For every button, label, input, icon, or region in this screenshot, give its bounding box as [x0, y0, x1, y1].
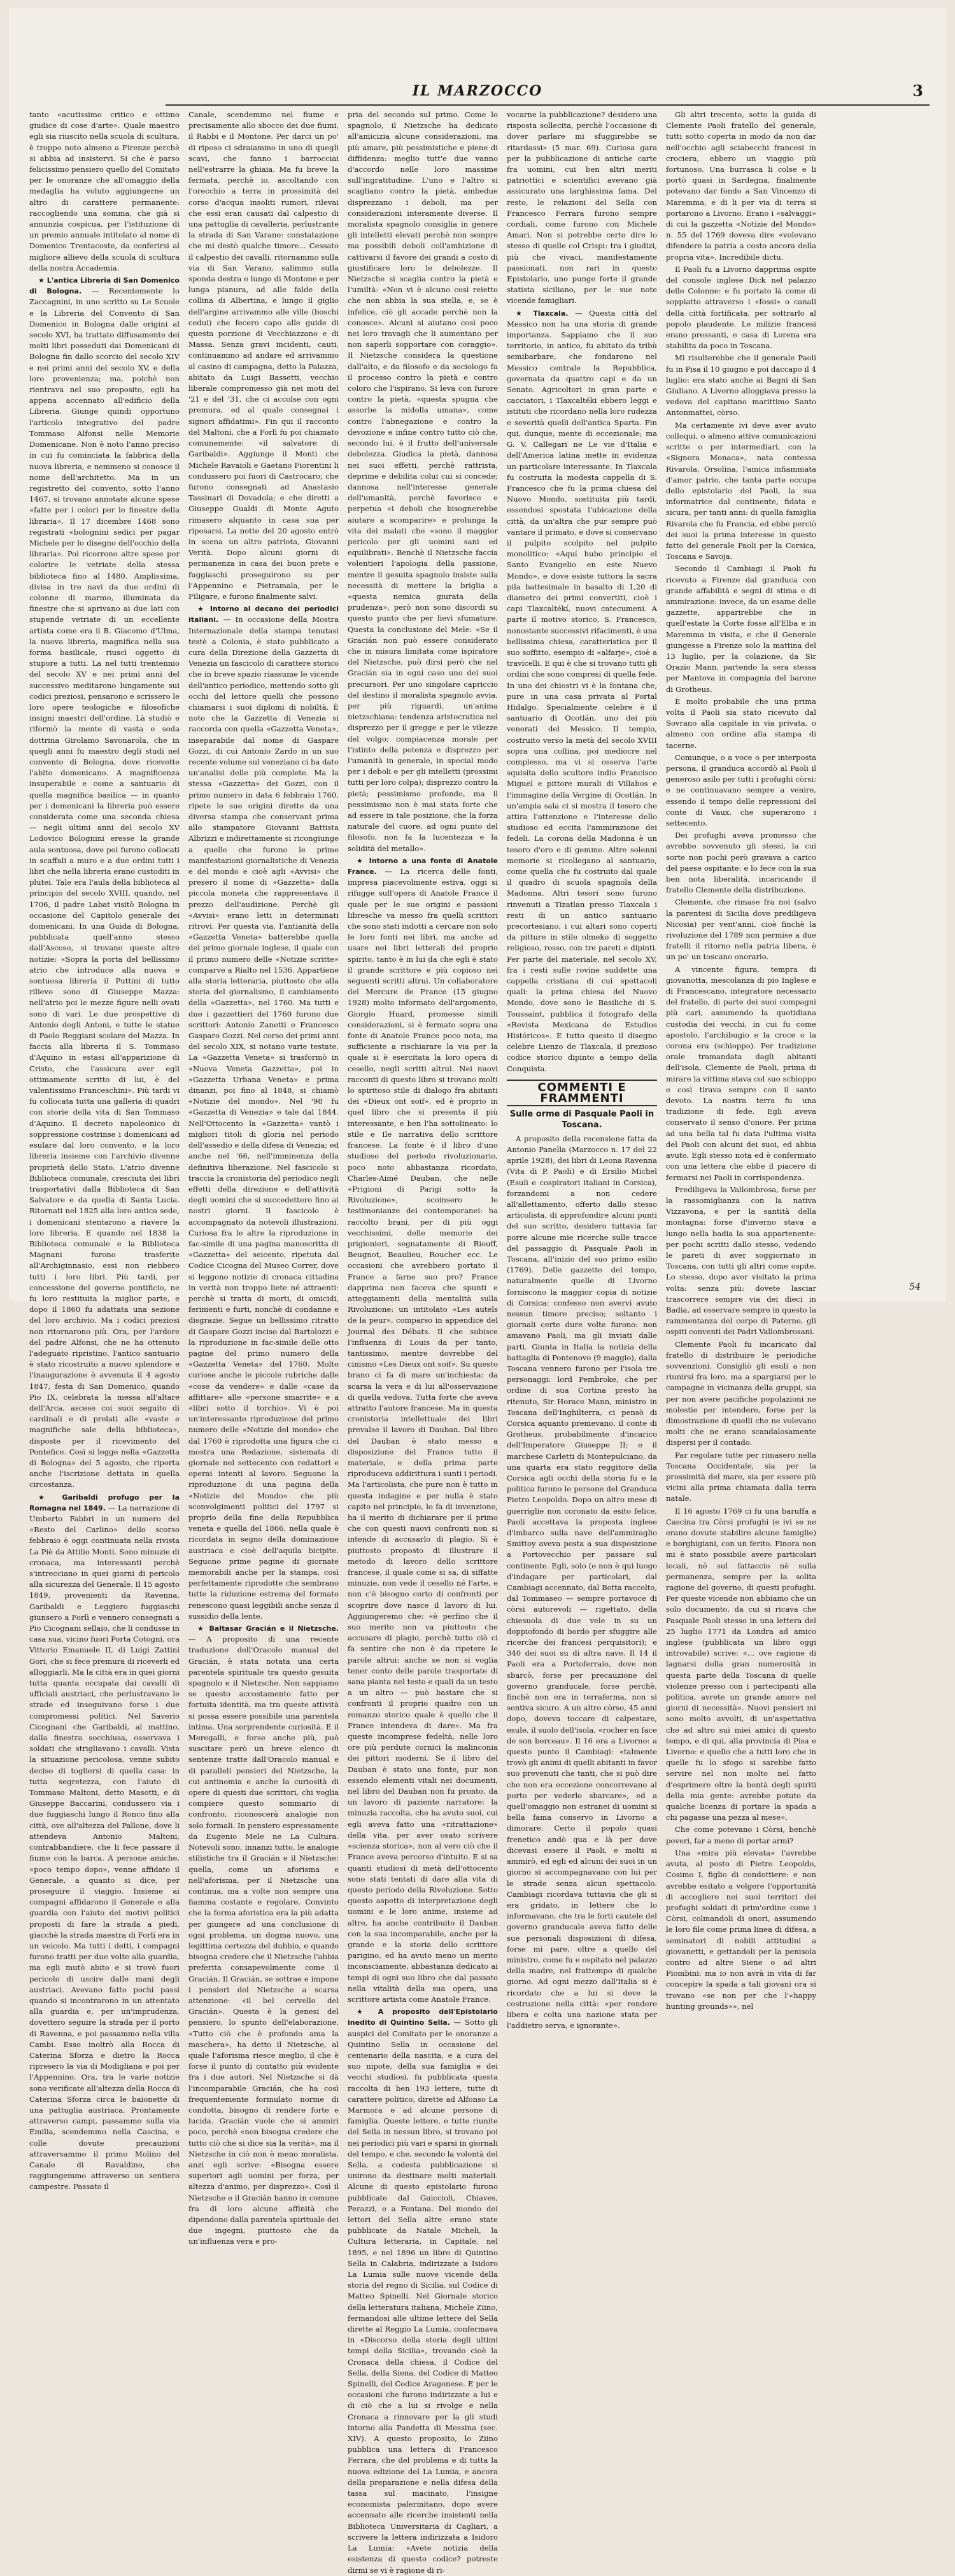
- masthead-title: IL MARZOCCO: [412, 83, 543, 99]
- section-heading: ★ Tlaxcala.: [516, 309, 569, 318]
- header-rule: [166, 104, 930, 106]
- paragraph: A vincente figura, tempra di giovanotta, mescolanza di pio Inglese e di Francescano, integratore necessario del fratello, di parte dei suoi compagni più cari, assumendo la quotidiana custodia dei vecchi, in cui fu come apostolo, l'archibugio e la croce o la corona era (schioppo). Per tradizione orale tramandata dagli abitanti dell'isola, Clemente de Paoli, prima di mirare la vittima stava col suo schioppo e così tirava sempre con il santo devoto. La nostra terra fu una tradizione di fede. Egli aveva conservato il senso d'onore. Per prima ad una bella tal fu data l'ultima visita del Paoli con alcuni dei suoi, ed abbia avuto. Egli stesso nota ed è confermato con una lettera che ebbe il piacere di fermarsi nei Paoli in corrispondenza.: [666, 964, 816, 1182]
- paragraph: Gli altri trecento, sotto la guida di Clemente Paoli fratello del generale, tutti sotto coperta in modo da non dar nell'occhio agli sciabecchi francesi in crociera, ebbero un viaggio più fortunoso. Una burrasca li colse e li portò quasi in Sardegna, finalmente potevano dar fondo a San Vincenzo di Maremma, e di li per via di terra si portarono a Livorno. Erano i «salvaggi» di cui la gazzetta «Notizie del Mondo» n. 55 del 1769 doveva dire «volevano difendere la patria a costo ancora della propria vita», Incredibile dictu.: [666, 110, 816, 262]
- section-heading: ★ Intorno a una fonte di Anatole France.: [348, 856, 498, 876]
- paragraph: — A proposito di una recente traduzione dell'Oracolo manual del Gracián, è stata notata una certa parentela spirituale tra questo gesuita spagnolo e il Nietzsche. Non sappiamo se questo accostamento fatto per fortuita identità, ma tra queste attività si possa essere possibile una parentela intima. Una sorprendente curiosità. E il Meregalli, e forse anche più, può suscitare però un breve elenco di sentenze tratte dall'Oracolo manual e di paralleli pensieri del Nietzsche, la cui antinomia e anche la curiosità di opere di questi due scrittori, chi voglia compiere questo sommario di confronto, riconoscerà analogie non solo formali. In pensiero espressamente da Eugenio Mele ne La Cultura. Notevoli sono, innanzi tutto, le analogie stilistiche tra il Gracián e il Nietzsche: quella, come un aforisma e nell'aforisma, per il Nietzsche una continua, ma a volte non sempre una fiamma costante e regolare. Convinto che la forma aforistica era la più adatta per giungere ad una conclusione di ogni problema, un dogma nuovo, una legittima certezza del dubbio, e quando bisogna credere che il Nietzsche l'abbia preferita consapevolmente come il Gracián. Il Gracián, se sottrae e impone i pensieri del Nietzsche a scarsa attenzione: «il bel cervello del Gracián». Questa è la genesi del pensiero, lo spunto dell'elaborazione. «Tutto ciò che è profondo ama la maschera», ha detto il Nietzsche, al quale l'aforisma riesce meglio, il che è forse il punto di contatto più evidente fra i due autori. Nel Nietzsche si dà l'incomparabile Gracián, che ha così frequentemente formulato norme di condotta, bisogno di rendere forte e lucida. Gracián vuole che si ammiri poco, perchè «non bisogna credere che tutto ciò che si dice sia la verità», ma il Nietzsche in ciò non è meno moralista, anzi egli scrive: «Bisogna essere superiori agli uomini per forza, per altezza d'animo, per disprezzo». Così il Nietzsche e il Gracián hanno in comune fra di loro alcune affinità che dipendono dalla parentela spirituale dei due ingegni, piuttosto che da un'influenza vera e pro-: [188, 1635, 339, 2246]
- article-title: Sulle orme di Pasquale Paoli in Toscana.: [509, 1109, 654, 1130]
- paragraph: tanto «acutissimo critico e ottimo giudice di cose d'arte». Quale maestro egli sia riuscito nella scuola di scultura, è troppo noto almeno a Firenze perchè si abbia ad insistervi. Si che è parso felicissimo pensiero quello del Comitato per le onoranze che all'omaggio della medaglia ha voluto aggiungerne un altro di carattere permanente: raccogliendo una somma, che già si annunzia cospicua, per l'istituzione di un premio annuale intitolato al nome di Domenico Trentacoste, da conferirsi al migliore allievo della scuola di scultura della nostra Accademia.: [29, 110, 180, 272]
- paragraph: pria del secondo sul primo. Come lo spagnolo, il Nietzsche ha dedicato all'amicizia alcune considerazioni, ma più amare, più pessimistiche e piene di diffidenza: meglio tutt'e due vanno d'accordo nelle loro massime sull'ingratitudine. L'uno e l'altro si scagliano contro la pietà, ambedue disprezzano i deboli, ma per considerazioni interamente diverse. Il moralista spagnolo consiglia in genere gli intelletti elevati perchè non sempre ma possibili deboli coll'ambizione di cattivarsi il favore dei grandi a costo di giustificare loro le debolezze. Il Nietzsche si scaglia contro la pietà e l'umiltà: «Non vi è alcuno così reietto che non abbia la sua stella, e, se è infelice, ciò gli accade perchè non la conosce». Alcuni si aiutano così poco nei loro travagli che li aumentano per non saperli sopportare con coraggio». Il Nietzsche considera la questione dall'alto, e da filosofo e da sociologo fa il processo contro la pietà e contro coloro che l'ispirano. Si leva con furore contro la pietà, «questa spugna che assorbe la midolla umana», come contro l'abnegazione e contro la devozione e infine contro tutto ciò che, secondo lui, è il frutto dell'universale debolezza. Giudica la pietà, dannosa nei suoi effetti, perchè rattrista, deprime e debilita colui cui si concede; dannosa nell'interesse generale dell'umanità, perchè favorisce e perpetua «i deboli che bisognerebbe aiutare a scomparire» e prolunga la vita dei malati che «sono il maggior pericolo per gli uomini sani ed equilibrati». Benchè il Nietzsche faccia volentieri l'apologia della passione, mentre il gesuita spagnolo insiste sulla necessità di mettere la briglia a «questa nemica giurata della prudenza», però non sono discordi su questo punto che per lievi sfumature. Questa la conclusione del Mele: «Se il Gracián non può essere considerato che in misura limitata come ispiratore del Nietzsche, può dirsi però che nel Gracián sia in ogni caso uno dei suoi precursori. Per uno singolare capriccio del destino il moralista spagnolo avvia, per più riguardi, un'anima nietzschiana: tendenza aristocratica nel disprezzo per il gregge e per le vilezze del volgo; compiacenza morale per l'istinto della potenza e disprezzo per l'umanità in generale, in special modo per i deboli e per gli intelletti (prossimi tutti per loro colpa); disprezzo contro la pietà; pessimismo profondo, ma il pessimismo non è mai stata forte che ad essere in tale posizione, che la forza naturale del cuore, ad ogni punto del filosofo, non fa la lucentezza e la solidità del metallo».: [348, 110, 498, 853]
- paragraph: Che come potevano i Còrsi, benchè poveri, far a meno di portar armi?: [666, 1825, 816, 1845]
- paragraph: Il 16 agosto 1769 ci fu una baruffa a Cascina tra Còrsi profughi (e ivi se ne erano dovute stabilire alcune famiglie) e borghigiani, con un ferito. Finora non mi è stato possibile avere particolari locali, nè sul fattaccio nè sulla permanenza, sempre per la solita ragione del governo, di questi profughi. Per queste vicende non abbiamo che un solo documento, da cui si ricava che Pasquale Paoli stesso in una lettera del 25 luglio 1771 da Londra ad amico inglese (pubblicata un libro oggi introvabile) scrive: «... ove ragione di lagnarsi della gran numerosità in questa parte della Toscana di quelle violenze presso con i partecipanti alla politica, avrete un grande amore nel giorni di necessità». Nuovi pensieri mi sono molto avvolti, di un'aspettativa che ad altro sui miei amici di questo tempo, e di qui, alla provincia di Pisa e Livorno: e quello che a tutti loro che in quelle fu lo sfogo si sarebbe fatto servire nel non molto nel fatto d'esprimere oltre la bontà degli spiriti della mia gente: avrebbe potuto da qualche licenza di portare la spada a chi pagasse una pezza al mese».: [666, 1506, 816, 1822]
- paragraph: — La ricerca delle fonti, impresa piacevolmente estiva, oggi si rifugge sull'opera di Anatole France il quale per le sue origini e passioni libresche va messo fra quelli scrittori che sono stati indotti a cercare non solo le loro fonti nei libri, ma anche ad usare nei libri letterali del proprio spirito, tanto è in lui da che egli è stato il grande scrittore e più copioso nei seguenti scritti altrui. Un collaboratore del Mercure de France (15 giugno 1928) molto informato dell'argomento, Giorgio Huard, promesse simili considerazioni, si è fermato sopra una fonte di Anatole France poco nota, ma sufficiente a rischiarare la via per la quale si è esercitata la loro opera di cesello, negli scritti altrui. Nei nuovi racconti di questo libro si trovano molti lo spiritoso stile di dialogo fra abitanti dei «Dieux ont soif», ed è proprio in quel libro che si presenta il più interessante, e ben l'ha sottolineato: lo stile e Ile narrativa dello scrittore francese. La fonte è il libro d'uno studioso del periodo rivoluzionario, poco noto abbastanza ricordato, Charles-Aimé Dauban, che nelle «Prigioni di Parigi sotto la Rivoluzione», scoinsero le testimonianze dei contemporanei: ha raccolto brani, per di più oggi vecchissimi, delle memorie dei prigionieri, segnatamente di Riouff, Beugnot, Beaulieu, Roucher ecc. Le occasioni che avrebbero portato il France a farne suo pro? France dapprima non faceva che spunti e atteggiamenti della mentalità sulla Rivoluzione: un intitolato «Les autels de la peur», comparso in appendice del Journal des Débats. Il che subisce l'influenza di Louis da per tanto, tantissimo, mentre dovrebbe del cinismo «Les Dieux ont soif». Su questo brano ci fa di mare un'inchiesta: da scarsa la vera e di lui all'osservazione di quella vedova. Tutta forte che aveva attratto l'autore francese. Ma in questa cronistoria intellettuale dei libri prevalse il lavoro di Dauban. Dal libro del Dauban è stato messo a disposizione del France tutto il materiale, e della prima parte riproduceva addirittura i sunti i periodi. Ma l'articolista, che pure non è tutto in questa indagine e per nulla è stato capito nel principio, lo fa di invenzione, ha il merito di dichiarare per il primo che con questi nuovi confronti non si intende di accusarlo di plagio. Sì è piuttosto proposto di illustrare il metodo di lavoro dello scrittore francese, il quale come si sa, di siffatte minuzie, non vede il cesello né l'arte, e non c'è bisogno certo di confronti per scoprire dove nasce il lavoro di lui. Aggiungeremo che: «è perfino che il suo merito non va piuttosto che accusare di plagio, perchè tutto ciò ci fa sentire che non è da ripetere le parole altrui: anche se non si voglia tener conto delle parole trasportate di sana pianta nel testo e quali da un testo a un altro — può bastare che si confronti il proprio quadro con un romanzo storico quale è quello che il France intendeva di dare». Ma fra queste incomprese fedeltà, nelle loro ore più perdute cornici la malinconia dei pittori moderni. Se il libro del Dauban è stato una fonte, pur non essendo elementi vitali nei documenti, nel libro del Dauban non fu pronto, da un lavoro di paziente narratore: la minuzia raccolta, che ha avuto suoi, cui egli aveva fatto una «ritrattazione» della vita, per aver osato scrivere «scienza storica», non al vero ciò che il France aveva percorso d'intuito. E si sa quanti studiosi di metà dell'ottocento sono stati tentati di dare alla vita di questo periodo della Rivoluzione. Sotto questo aspetto di interpretazione degli uomini e le loro anime, insieme ad altre, ha anche contribuito il Dauban con la sua incomparabile, anche per la grande e la storia dello scrittore parigino, ed ha avuto meno un merito inconsciamente, abbastanza dedicato ai tempi di ogni suo libro che dal passato nella vitalità della sua opera, una scrittore artista come Anatole France.: [348, 867, 498, 2004]
- paragraph: È molto probabile che una prima volta il Paoli sia stato ricevuto dal Sovrano alla capitale in via privata, o almeno con ordine alla stampa di tacerne.: [666, 696, 816, 750]
- column-3: [348, 109, 498, 2575]
- section-title-commenti: COMMENTI E FRAMMENTI: [507, 1080, 657, 1106]
- page-number: 3: [912, 81, 923, 100]
- page-header: [9, 83, 946, 104]
- section-heading: ★ Garibaldi profugo per la Romagna nel 1849.: [29, 1493, 180, 1512]
- paragraph: Par regolare tutte per rimasero nella Toscana Occidentale, sia per la prossimità del mare, sia per essere più vicini alla prima chiamata dalla terra natale.: [666, 1450, 816, 1503]
- paragraph: Canale, scendemmo nel fiume e precisamente allo sbocco dei due fiumi, il Rabbi e il Montone. Per darci un po' di riposo ci sdraiammo in uno di quegli scavi, che fanno i barrocciai nell'estrarre la ghiaia. Ma fu breve la fermata, perchè io, ascoltando con l'orecchio a terra in prossimità del corso d'acqua insoliti rumori, rilevai che essi eran causati dal calpestio di una pattuglia di cavalleria, perlustrante la strada di San Varano: constatazione che mi destò qualche timore... Cessato il calpestio dei cavalli, ritornammo sulla via di San Varano, salimmo sulla sponda destra e lungo di Montone e per lunga pianura, ad alle falde della collina di Albertina, e lungo il giglio dell'argine arrivammo alle ville (boschi cedui) che fecero capo alle guide di questa porzione di Vecchiazzano e di Massa. Senza gravi incidenti, cauti, continuammo ad andare ed arrivammo al casino di campagna, detto la Palazza, abitato da Luigi Bassetti, vecchio liberale compromesso già nei moti del '21 e del '31, che ci accolse con ogni premura, ed al quale consegnai i signori affidatimi». Fin qui il racconto del Maltoni, che a Forlì fu poi chiamato comunemente: «il salvatore di Garibaldi». Aggiunge il Monti che Michele Ravaioli e Gaetano Fiorentini li condussero poi fuori di Castrocaro; che furono consegnati ad Anastasio Tassinari di Dovadola; e che diretti a Giuseppe Gualdi di Monte Aguto rimasero alquanto in casa sua per riposarsi. La notte del 20 agosto entrò in scena un altro patriota, Giovanni Verità. Dopo alcuni giorni di permanenza in casa dei buon prete e fuggiaschi proseguirono su per l'Appennino e Pietramala, per le Filigare, e furono finalmente salvi.: [188, 110, 339, 601]
- paragraph: — Sotto gli auspici del Comitato per le onoranze a Quintino Sella in occasione del centenario della nascita, e a cura del suo nipote, della sua famiglia e dei vecchi studiosi, fu pubblicata questa raccolta di ben 193 lettere, tutte di carattere politico, dirette ad Alfonso La Marmora e ad alcune persone di famiglia. Queste lettere, e tutte riunite del Sella in nessun libro, si trovano poi nei periodici più vari e sparsi in giornali del tempo, e che, secondo la volontà del Sella, a codesta pubblicazione si unirono da destinare molti materiali. Alcune di questo epistolario furono pubblicate dal Guiccioli, Chiaves, Perazzi, e a Fontana. Del mondo dei lettori del Sella altre erano state pubblicate da Natale Micheli, la Cultura letteraria, in Capitale, nel 1895, e nel 1896 un libro di Quintino Sella in Calabria, indirizzate a Isidoro La Lumia sulle nuove vicende della storia del regno di Sicilia, sul Codice di Matteo Spinelli. Nel Giornale storico della letteratura italiana, Michele Ziino, fermandosi alle ultime lettere del Sella dirette al Reggio La Lumia, confermava in «Discorso della storia degli ultimi tempi della Sicilia», trovando cioè la Cronaca della chiesa, il Codice del Sella, della Siena, del Codice di Matteo Spinelli, del Codice Aragonese. E per le occasioni che furono indirizzate a lui e di ciò che a lui si rivolge e nella Cronaca a rinnovare per la gli studi intorno alla Pandetta di Messina (sec. XIV). A questo proposito, lo Ziino pubblica una lettera di Francesco Ferrara, che del problema e di tutta la nuova edizione del La Lumia, e ancora della preparazione e nella difesa della tassa sul macinato, l'insigne economista palermitano, dopo avere accennato alle ricerche insistenti nella Biblioteca Universitaria di Cagliari, a scrivere la lettera indirizzata a Isidoro La Lumia: «Avete notizia della esistenza di questo codice? potreste dirmi se vi è ragione di ri-: [348, 2018, 498, 2575]
- section-heading: ★ A proposito dell'Epistolario inedito di Quintino Sella.: [348, 2008, 498, 2027]
- column-2: [188, 109, 339, 2246]
- paragraph: Dei profughi aveva promesso che avrebbe sovvenuto gli stessi, la cui sorte non pochi però gravava a carico del paese ospitante: e lo fece con la sua ben nota liberalità, incaricando il fratello Clemente della distribuzione.: [666, 831, 816, 895]
- paragraph: Il Paoli fu a Livorno dapprima ospite del console inglese Dick nel palazzo delle Colonne: e fu portato là come di soppiatto attraverso i «fossi» o canali della città fortificata, per sottrarlo al popolo plaudente. Le milizie francesi erano pressanti, e casa di Lorena era stabilita da poco in Toscana.: [666, 264, 816, 351]
- section-heading: ★ Intorno al decano dei periodici italiani.: [188, 605, 339, 624]
- page-footer-mark: 54: [909, 1282, 921, 1292]
- column-4: [507, 109, 658, 2031]
- paragraph: Prediligeva la Vallombrosa, forse per la rassomiglianza con la nativa Vizzavona, e per la santità della montagna: forse d'inverno stava a lungo nella badia la sua appartenente: per pochi scritti dallo stesso, vedendo le pareti di aver soggiornato in Toscana, con tutti gli altri come ospite. Lo stesso, dopo aver visitato la prima volta: senza più: dovete lasciar trascorrere sempre via dei dieci in Badia, ad osservare sempre in questo la rammentanza del corpo di Paterno, gli ospiti conventi dei Padri Vallombrosani.: [666, 1185, 816, 1337]
- paragraph: — Questa città del Messico non ha una storia di grande importanza. Sappiamo che il suo territorio, in antico, fu abitato da tribù semibarbare, che fondarono nel Messico centrale la Repubblica, governata da quattro capi e da un Senato. Agricoltori in gran parte e cacciatori, i Tlaxcaltéki ebbero leggi e istituti che ricordano nella loro rudezza e severità quelli dell'antica Sparta. Fin qui, dunque, mente di eccezionale; ma G. V. Callegari ne Le vie d'Italia e dell'America latina mette in evidenza un particolare interessante. In Tlaxcala fu costruita la modesta cappella di S. Francesco che fu la prima chiesa del Nuovo Mondo, sostituita più tardi, essendosi spostata l'ubicazione della città, da un'altra che pur sempre può vantare il primato, e dove si conservano il pulpito scolpito nel pulpito monolitico: «Aquí hubo principio el Santo Evangelio en este Nuevo Mondo», e dove esiste tuttora la sacra pila battesimale in basalto di 1,20 di diametro dei primi convertiti, cioè i capi Tlaxcaltékí, nuovi catecumeni. A parte il motivo storico, S. Francesco, nonostante successivi rifacimenti, è una bellissima chiesa, caratteristica per il suo soffitto, esempio di «alfarje», cioè a travicelli. E qui è che si trovano tutti gli ordini che sono compresi di quella fede. In uno dei chiostri vi è la fontana che, pure in una casa privata al Portal Hidalgo. Specialmente celebre è il santuario di Ocotlán, uno dei più venerati del Messico. Il tempio, costruito verso la metà del secolo XVIII sopra una collina, poi mediocre nel complesso, ma vi si osserva l'arte squisita dello scultore indio Francisco Miguel e pittore murali di Villabos e l'immagine della Vergine di Ocotlán. In un'ampia sala ci si mostra il tesoro che attira l'attenzione e l'interesse dello studioso ed eccita l'ammirazione dei fedeli. La corona della Madonna è un tesoro d'oro e di gemme. Altre solenni memorie si ricollegano al santuario, come quella che fu costruito dal quale il quadro di scuola spagnola della Madonna. Altri tesori sono furono rinvenuti a Tizatlan presso Tlaxcala i resti di un antico santuario precortesiano, i cui altari sono coperti da pitture in stile olmeko di soggetto religioso, rosso, con tre pareti e dipinti. Per parte del materiale, nel secolo XV, fra i resti sulle rovine suddette una cappella cristiana di cui spettacoli quali: la prima chiesa del Nuovo Mondo, dove sono le Basiliche di S. Toussaint, pubblica il fotografo della «Revista Mexicana de Estudios Históricos». E tutto questo il disegno celebre Lienzo de Tlaxcala, il prezioso codice storico dipinto a tempo della Conquista.: [507, 308, 658, 1073]
- paragraph: Ma certamente ivi deve aver avuto colloqui, o almeno attive comunicazioni scritte o per intermediari, con la «Signora Monaca», nata contessa Rivarola, Orsolina, l'amica infiammata d'amor patrio, che tanta parte occupa dello epistolario del Paoli, la sua informatrice dal continente, fidata e sicura, per tanti anni: di quella famiglia Rivarola che fu Francia, ed ebbe perciò dei suoi la prima interesse in questo fatto del generale Paoli per la Corsica, Toscana e Savoja.: [666, 420, 816, 561]
- paragraph: Clemente Paoli fu incaricato dal fratello di distribuire le periodiche sovvenzioni. Consigliò gli esuli a non riunirsi fra loro, ma a spargiarsi per le campagne in vicinanza della gruppi, sia per non avere pacifiche popolazioni ne molestie per intendere, forse per la dimostrazione di quelli che ne volevano molti che ne erano scandalosamente dispersi per il contado.: [666, 1339, 816, 1447]
- paragraph: — Recentemente lo Zaccagnini, in uno scritto su Le Scuole e la Libreria del Convento di San Domenico in Bologna dalle origini al secolo XVI, ha trattato diffusamente dei molti libri posseduti dai Domenicani di Bologna fin dallo scorcio del secolo XIV e nei primi anni del secolo XV, e della loro provenienza; ma, poichè non rientrava nel suo proposito, egli ha appena accennato all'edificio della Libreria. Giunge quindi opportuno l'articolo integrativo del padre Tommaso Alfonsi nelle Memorie Domenicane. Non è noto l'anno preciso in cui fu cominciata la fabbrica della nuova libreria, e nemmeno si conosce il nome dell'architetto. Ma in un registretto del convento, sotto l'anno 1467, si trovano annotate alcune spese «fatte per i colori per le finestre della libraria». Il 17 dicembre 1468 sono registrati «bolognini sedici per pagar Michele per lo disegno dell'occhio della libraria». Poi ricorrono altre spese per colorire le vetriate della stessa biblioteca fino al 1480. Amplissima, divisa in tre navi da due ordini di colonne di marmo, illuminata da finestre che si aprivano ai due lati con stupende vetriate di un eccellente artista come era il B. Giacomo d'Ulma, la nuova libreria, magnifica nella sua forma basilicale, riuscì oggetto di stupore a tutti. La nel tutti trentennio del secolo XV e nei primi anni del successivo meditarono lungamente sui codici preziosi, pensarono e scrissero le loro opere teologiche e filosofiche insigni maestri dell'ordine. Là studiò e riformò la mente di vasta e soda dottrina Girolamo Savonarola, che in quegli anni fu maestro degli studi nel convento di Bologna, dove ricevette l'abito domenicano. A magnificenza insuperabile e come a santuario di quella magnifica basilica — in quanto per i domenicani la libreria può essere considerata come una seconda chiesa — negli ultimi anni del secolo XV Lodovico Bolognini eresse la grande aula sontuosa, dove poi furono collocati in scaffali a muro e a due ordini tutti i libri che nella libreria erano custoditi in plutei. Tale era l'aula della biblioteca al principio del secolo XVIII, quando, nel 1706, il padre Labat visitò Bologna in occasione del Capitolo generale dei domenicani. In una Guida di Bologna, pubblicata quell'anno stesso dall'Ascoso, si trovano queste altre notizie: «Sopra la porta del bellissimo atrio che introduce alla nuova e sontuosa libreria il Puttini di tutto rilievo sono di Giuseppe Mazza: nell'atrio poi le mezze figure nelli ovati sono di vari. Le due prospettive di Antonio degli Antoni, e tutte le statue di Paolo Reggiani scolare del Mazza. In faccia alla libreria il S. Tommaso d'Aquino in estasi all'apparizione di Cristo, che l'assicura aver egli ottimamente scritto di lui, è del valentissimo Franceschini». Più tardi vi fu collocata tutta una galleria di quadri con storie della vita di San Tommaso d'Aquino. Il decreto napoleonico di soppressione costrinse i domenicani ad esulare dal loro convento, e la loro libreria insieme con l'archivio divenne proprietà dello Stato. L'atrio divenne Biblioteca comunale, cresciuta dei libri trasportativi dalla Biblioteca di San Salvatore e da quella di Santa Lucia. Ritornati nel 1825 alla loro antica sede, i domenicani stentarono a riavere la loro libreria. E quando nel 1838 la Biblioteca comunale e la Biblioteca Magnani furono trasferite all'Archiginnasio, essi non riebbero tutti i loro libri. Più tardi, per concessione del governo pontificio, ne fu loro restituita la miglior parte, e dopo il 1860 fu adattata una sezione del loro archivio. Ma i codici preziosi non ritornarono più. Ora, per l'ardore del padre Alfonsi, che ne ha ottenuto l'adeguato ripristino, l'antico santuario è stato ricostruito a nuovo splendore e l'inaugurazione è avvenuta il 4 agosto 1847, festa di San Domenico, quando Pio IX, celebrata la messa all'altare dell'Arca, ascese coi suoi seguito di cardinali e di prelati alle «vaste e magnifiche sale della biblioteca», disposte per il ricevimento del Pontefice. Così si legge nella «Gazzetta di Bologna» del 5 agosto, che riporta anche l'iscrizione dettata in quella circostanza.: [29, 286, 180, 1489]
- paragraph: — In occasione della Mostra Internazionale della stampa tenutasi testè a Colonia, è stato pubblicato a cura della Direzione della Gazzetta di Venezia un fascicolo di carattere storico che in breve spazio riassume le vicende dell'antico periodico, mettendo sotto gli occhi del lettore quelli che possono chiamarsi i suoi diplomi di nobiltà. È noto che la Gazzetta di Venezia si raccorda con quella «Gazzetta Veneta», inseparabile dal nome di Gaspare Gozzi, di cui Antonio Zardo in un suo recente volume sul veneziano ci ha dato un'analisi delle più complete. Ma la stessa «Gazzetta» dei Gozzi, con il primo numero in data 6 febbraio 1760, ripete le sue origini dirette da una diversa stampa che conservant prima allo stampatore Giovanni Battista Albrizzi e indirettamente si ricongiunge a quelle che furono le prime manifestazioni giornalistiche di Venezia e del mondo e cioè agli «Avvisi» che presero il nome di «Gazzetta» dalla piccola moneta che rappresentava il prezzo dell'audizione. Perchè gli «Avvisi» erano letti in determinati ritrovi. Per questa via, l'antianità della «Gazzetta Veneta» batterebbe quella del primo giornale inglese, il quale con il primo numero delle «Notizie scritte» comparve a Rialto nel 1536. Appartiene alla storia letteraria, piuttosto che alla storia del giornalismo, il cambiamento della «Gazzetta», nel 1760. Ma tutti e due i gazzettieri del 1760 furono due scrittori: Antonio Zanetti e Francesco Gasparo Gozzi. Nel corso dei primi anni del secolo XIX, si notano varie testate. La «Gazzetta Veneta» si trasformò in «Nuova Veneta Gazzetta», poi in «Gazzetta Urbana Veneta» e prima dinanzi, poi fino al 1848, si chiamò «Notizie del mondo». Nel '98 fu «Gazzetta di Venezia» e tale dal 1844. Nell'Ottocento la «Gazzetta» vantò i migliori titoli di gloria nel periodo dell'assedio e della difesa di Venezia; ed anche nel '66, nell'imminenza della definitiva liberazione. Nel fascicolo si traccia la cronistoria del periodico negli effetti della direzione e dell'attività degli uomini che si succedettero fino ai nostri giorni. Il fascicolo è accompagnato da notevoli illustrazioni. Curiosa fra le altre la riproduzione in fac-simile di una pagina manoscritta di «Gazzetta» del seicento, ripetuta dal Codice Cicogna del Museo Correr, dove si leggono notizie di cronaca cittadina in verità non troppo liete né attraenti: perchè si tratta di morti, di omicidi, ferimenti e furti, nonchè di condanne e disgrazie. Segue un bellissimo ritratto di Gaspare Gozzi inciso dal Bartolozzi e la riproduzione in fac-simile delle otto pagine del primo numero della «Gazzetta Veneta» del 1760. Molto curiose anche le piccole rubriche dalle «cose da vendere» e dalle «case da affittare» alle «persone smarrite» e a «libri sotto il torchio». Vi è poi un'interessante riproduzione del primo numero delle «Notizie del mondo» che dal 1760 è riprodotta una figura che ci mostra una Redazione, sistemata di giornale nel settecento con redattori e operai intenti al lavoro. Seguono la riproduzione di una pagina della «Notizie del Mondo» che più sconvolgimenti politici del 1797 si proprio della fine della Repubblica veneta e quella del 1866, nella quale è ricordata in segno della dominazione austriaca e cioè dell'aquila bicipite. Seguono prime pagine di giornate memorabili anche per la stampa, così perfettamente riprodotte che sembrano tutte la riduzione estrema del formato renescono quasi leggibili anche senza il sussidio della lente.: [188, 615, 339, 1621]
- paragraph: — La narrazione di Umberto Fabbri in un numero del «Resto del Carlino» dello scorso febbraio è oggi continuata nella rivista La Piè da Attilio Monti. Sono minuzie di cronaca, ma interessanti perchè s'intrecciano in quei giorni di pericolo alla sicurezza del Generale. Il 15 agosto 1849, provenienti da Ravenna, Garibaldi e Leggiero fuggiaschi giunsero a Forlì e vennero consegnati a Pio Cicognani sellaio, che li condusse in casa sua, vicino fuori Porta Cotogni, ora Vittorio Emanuele II, di Luigi Zattini Gori, che si fece premura di riceverli ed alloggiarli. Ma la città era in quei giorni tutta quanta occupata dai cavalli di ufficiali austriaci, che perlustravano le strade ed inseguivano forse i due compromessi politici. Nel Saverio Cicognani che Garibaldi, al mattino, dalla finestra socchiusa, osservava i soldati che strigliavano i cavalli. Vista la situazione pericolosa, venne subito deciso di togliersi di quella casa: in tutta segretezza, con l'aiuto di Tommaso Maltoni, detto Masotti, e di Giuseppe Baccarini, condussero via i due fuggiaschi lungo il Ronco fino alla città, ove all'altezza del Pallone, dove li attendeva Antonio Maltoni, contrabbandiere, che li fece passare il fiume con la barca. A persone amiche, «poco tempo dopo», venne affidato il Generale, a quanto si dice, per proseguire il viaggio. Insieme ai compagni affidarono il Generale e alla guardia con l'aiuto dei motivi politici proposti di fare la strada a piedi, giacchè la strada maestra di Forlì era in un veicolo. Ma tutti i detti, i compagni furono tratti per due volte alla guardia, ma egli mutò abito e si trovò fuori pericolo di uscire dalle mani degli austriaci. Avevano fatto pochi passi quando si incontrarono in un attentato alla guardia e, per un'imprudenza, dovettero seguire la strada per il porto di Ravenna, e poi passammo nella villa Cambi. Esso inoltrò alla Rocca di Caterina Sforza e dietro la Rocca ripresero la via di Modigliana e poi per l'Appennino. Ora, tra le varie notizie sono verificate all'altezza della Rocca di Caterina Sforza circa le baionette di una pattuglia austriaca. Prontamente attraverso campi, passammo sulla via Emilia, scendemmo nella Cascina, e colle dovute precauzioni attraversammo il primo Molino del Canale di Ravaldino, che raggiungemmo attraverso un sentiero campestre. Passato il: [29, 1503, 180, 2192]
- paragraph: Una «mira più elevata» l'avrebbe avuta, al posto di Pietro Leopoldo, Cosimo I, figlio di condottiere: e non avrebbe esitato a volgere l'opportunità di accogliere nei suoi territori dei profughi soldati di prim'ordine come i Còrsi, colmandoli di onori, assumendo le loro file come prima linea di difesa, a seminatori di nobili attitudini a giovanetti, e gettandoli per la penisola contro ad altre Siene o ad altri Piombini: ma io non avrà in vita di far concepire la spada a tali giovani ora si trovano «se non per che l'«happy hunting grounds»», nel: [666, 1848, 816, 2011]
- paragraph: Mi risulterebbe che il generale Paoli fu in Pisa il 10 giugno e poi daccapo il 4 luglio: era stato anche ai Bagni di San Giuliano. A Livorno alloggiava presso la vedova del capitano marittimo Santo Antonmattei, còrso.: [666, 353, 816, 418]
- section-heading: ★ Baltasar Gracián e il Nietzsche.: [197, 1624, 339, 1633]
- section-heading: ★ L'antica Libreria di San Domenico di Bologna.: [29, 276, 180, 296]
- paragraph: Comunque, o a voce o per interposta persona, il granduca accordò al Paoli il generoso asilo per tutti i profughi còrsi: e ne continuavano sempre a venire, essendo il tempo delle repressioni del conte di Vaux, che superarono i settecento.: [666, 752, 816, 827]
- paragraph: Clemente, che rimase fra noi (salvo la parentesi di Sicilia dove prediligeva Nicosia) per vent'anni, cioè finchè la rivoluzione del 1789 non permise a due fratelli il ritorno nella patria libera, è un po' un toscano onorario.: [666, 897, 816, 962]
- paragraph: Secondo il Cambiagi il Paoli fu ricevuto a Firenze dal granduca con grande affabilità e segni di stima e di ammirazione: invece, da un esame delle gazzette, apparirebbe che in quell'estate la Corte fosse all'Elba e in Maremma in visita, e che il Generale giungesse a Firenze solo la mattina del 13 luglio, per la colazione, da Sir Orazio Mann, partendo la sera stessa per Mantova in compagnia del barone di Grotheus.: [666, 564, 816, 694]
- column-1: [29, 109, 180, 2192]
- newspaper-page: [9, 8, 946, 2575]
- column-5: [666, 109, 816, 2011]
- paragraph: A proposito della recensione fatta da Antonio Panella (Marzocco n. 17 del 22 aprile 1928), dei libri di Leona Ravenna (Vita di P. Paoli) e di Ersilio Michel (Esuli e cospiratori italiani in Corsica), forzandomi a non cedere all'allettamento, offerto dallo stesso articolista, di approfondire alcuni punti del suo scritto, desidero tuttavia far porre alcune mie ricerche sulle tracce del passaggio di Pasquale Paoli in Toscana, all'inizio del suo primo esilio (1769). Delle gazzette del tempo, naturalmente quelle di Livorno forniscono la maggior copia di notizie di Corsica: confesso non avervi avuto nessun timore preciso; soltanto i giornali certe dure volte furono: non amavano Paoli, ma gli inviati dalle parti. Giunta in Italia la notizia della battaglia di Pontenovo (9 maggio), dalla Toscana vennero furono per l'isola tre personaggi: lord Pembroke, che per ordine di sua Cortina presto ha ritenuto, Sir Horace Mann, ministro in Toscana dell'Inghilterra, ci pensò di Corsica aquanto premevano, il conte di Grotheus, probabilmente d'incarico dell'Imperatore Giuseppe II; e il marchese Carletti di Montepulciano, da una quarta era stato reggitore della Corsica agli occhi della storia fu e la politica furono le persone del Granduca Pietro Leopoldo. Dopo un altro mese di guerriglie non coronato da esito felice, Paoli accettava la proposta inglese d'imbarco sulla nave dell'ammiraglio Smittoy aveva posta a sua disposizione a Portovecchio per passare sul continente. Egli, solo (e non è qui luogo d'indagare per particolari, dal Cambiagi accennato, dal Botta raccolto, dal Tommaseo — sempre portavoce di còrsi autorevoli — rigettato, della chiesuola di due vele in su un doppiofondo di bordo per sfuggire alle ricerche dei francesi perquisitori); e 340 dei suoi su di altra nave. Il 14 il Paoli era a Portoferraio, dove non sbarcò, forse per precauzione del governo granducale, forse perchè, finchè non era in terraferma, non si sentiva sicuro. A un altro còrso, 45 anni dopo, doveva toccare di calpestare, esule, il suolo dell'isola, «rocher en face de son berceau». Il 16 era a Livorno: a questo punto il Cambiagi: «talmente trovò gli animi di quelli abitanti in favor suo prevenuti che tanti, che si può dire che non era eccezione concorrevano al porto per vederlo sbarcare», ed a quell'omaggio non estranei di uomini si bella fama conservo in Livorno a dimorare. Certo il popolo quasi frenetico andò qua e là per dove dicevasi essere il Paoli, e molti si ammirò, ed egli ed alcuni dei suoi in un giorno si accompagnavano con lui per le strade senza alcun spettacolo. Cambiagi ricordava tuttavia che gli si era gridato, in lettere che lo informavano, che tra le forti cautele del governo granducale aveva fatto delle sue personali disposizioni di difesa, forse mi pare, oltre a quello del ministro, come fu e ospitato nel palazzo della madre, nel frattempo di qualche giorno. Ad ogni mezzo dall'Italia si è ricordato che a lui si deve la costruzione nella città: «per rendere libera e colta una nazione stata per l'addietro serva, e ignorante».: [507, 1134, 657, 2031]
- paragraph: vocarne la pubblicazione? desidero una risposta sollecita, perchè l'occasione di dover parlare mi sfuggirebbe se ritardassi» (5 mar. 69). Curiosa gara per la pubblicazione di antiche carte fra uomini, cui ben altri meriti patriottici e scientifici avevano già assicurato una larghissima fama. Del resto, le relazioni del Sella con Francesco Ferrara furono sempre cordiali, come furono con Michele Amari. Non si potrebbe certo dire lo stesso di quelle col Crispi: tra i giudizi, più che vivaci, manifestamente passionati, non rari in questo Epistolario, uno punge forte il grande statista siciliano, per le sue note vicende famigliari.: [507, 110, 657, 306]
